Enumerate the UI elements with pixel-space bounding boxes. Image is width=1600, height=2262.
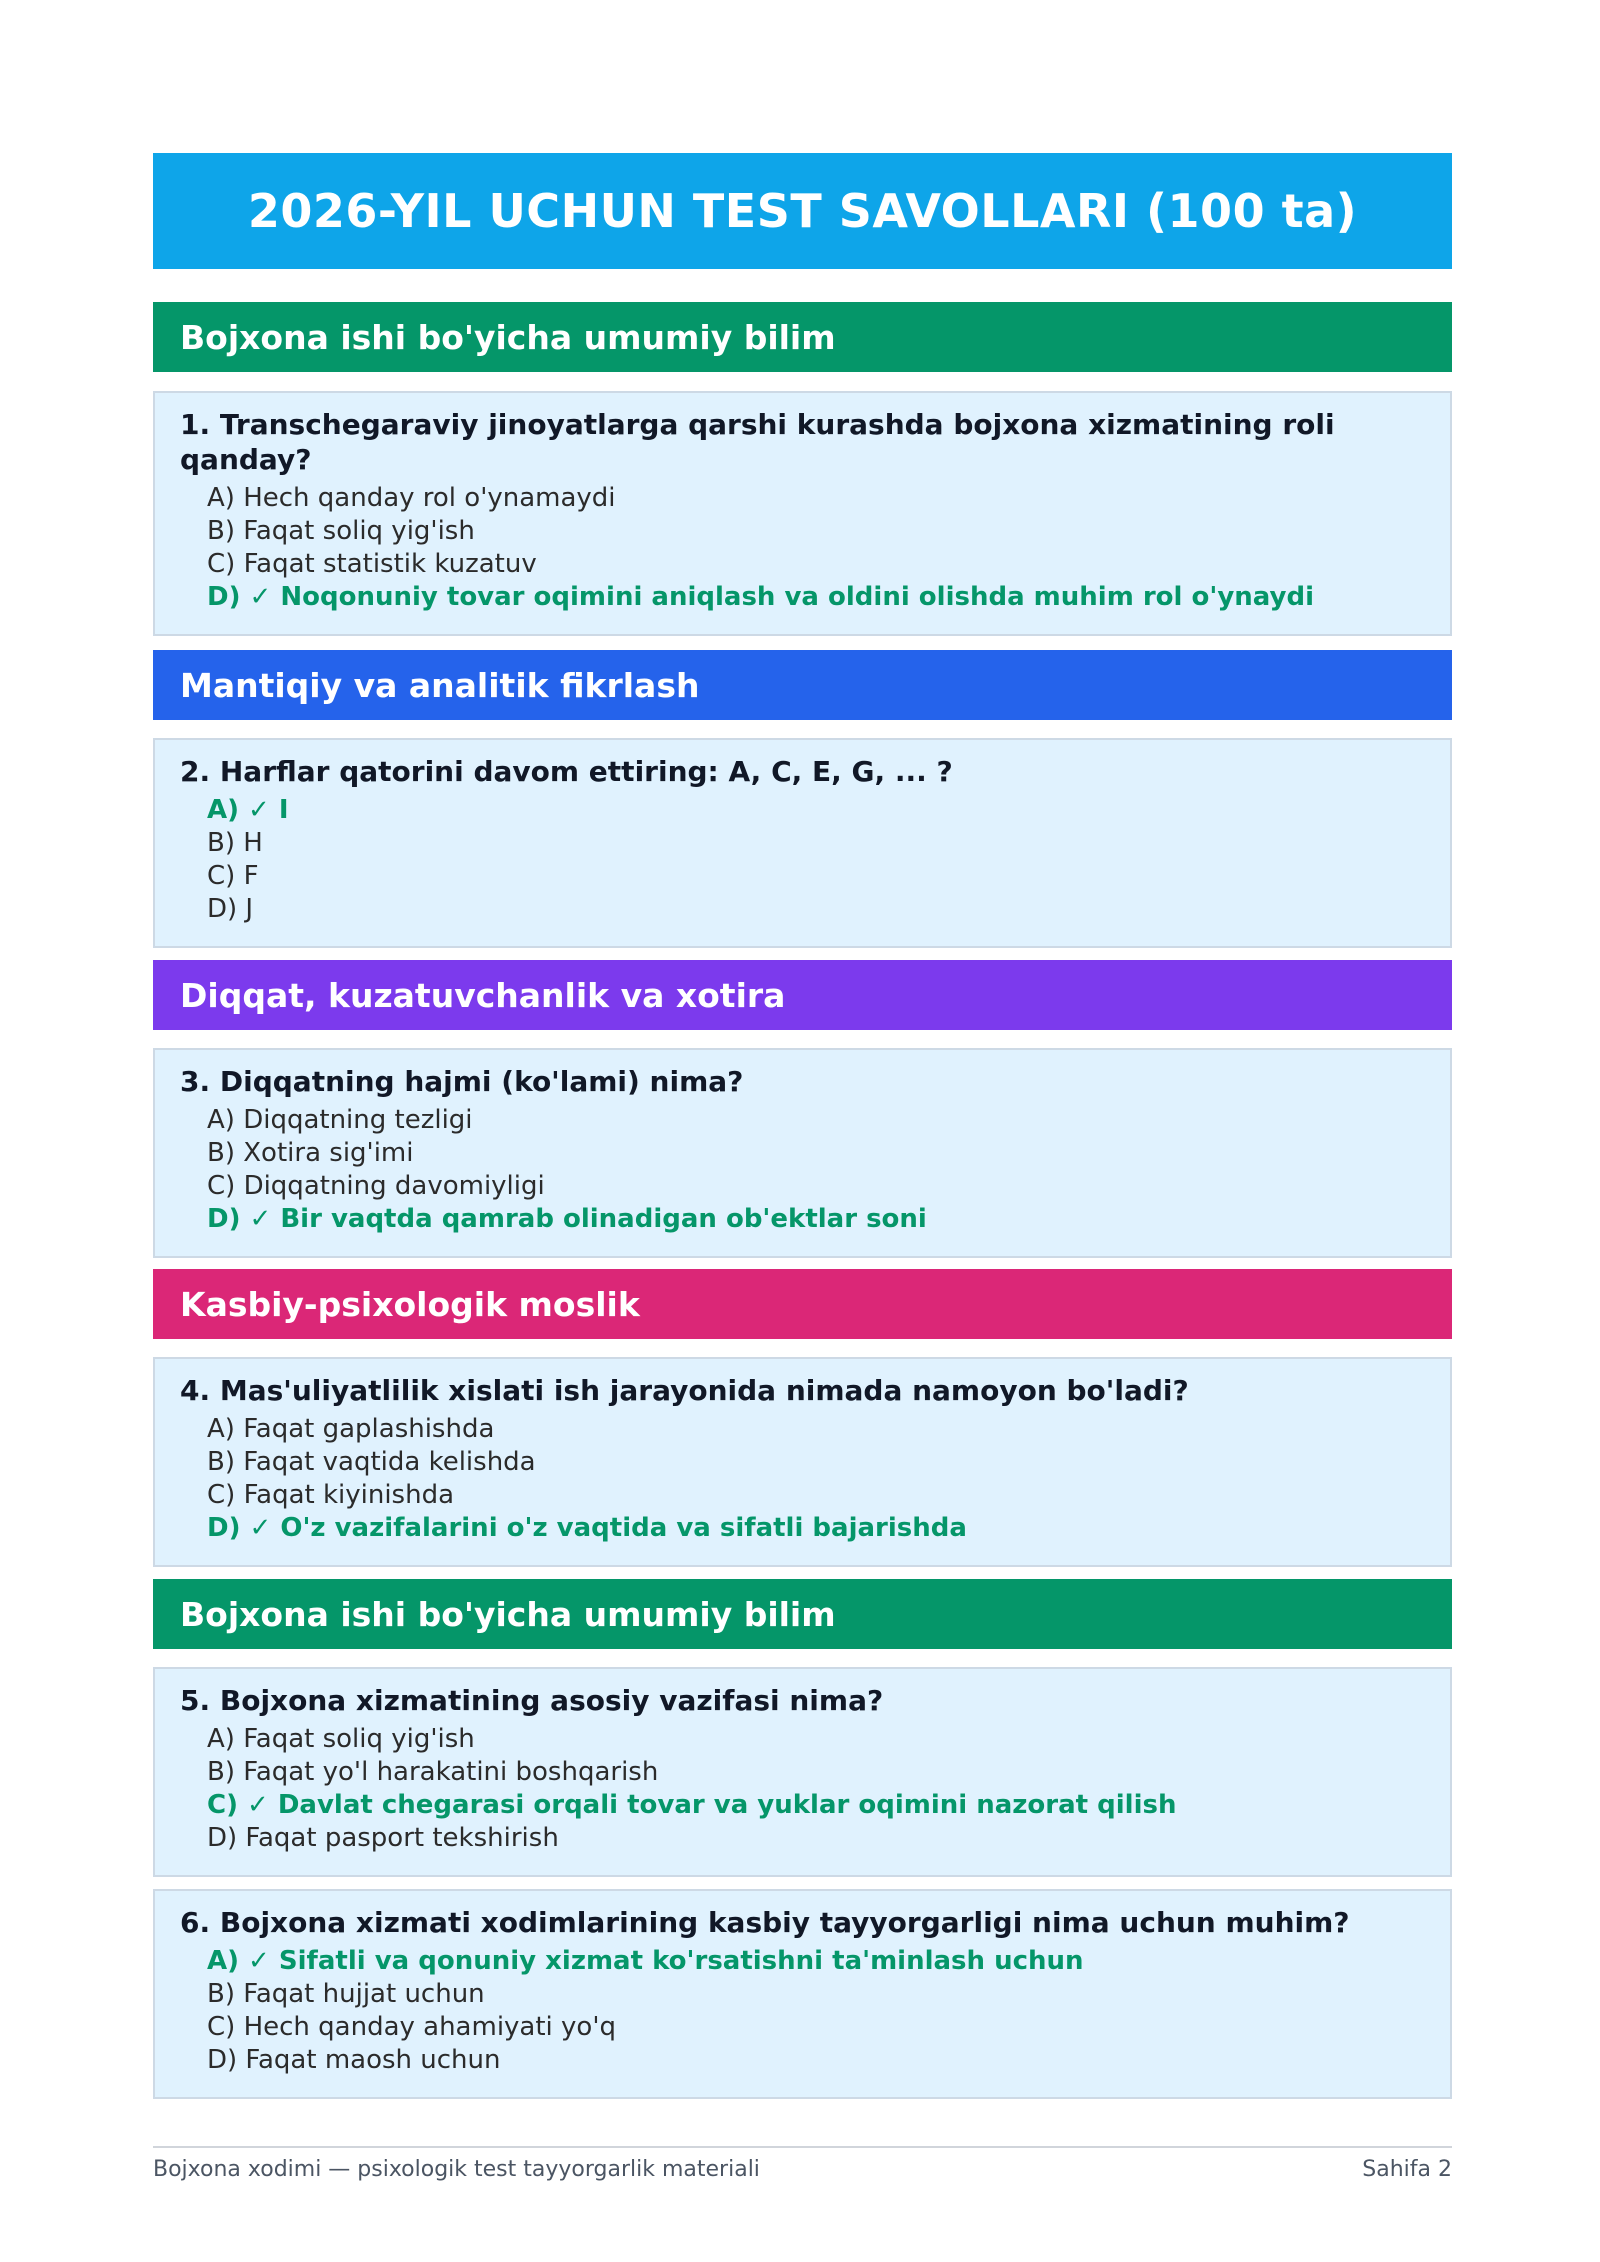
option-c: C) Faqat kiyinishda xyxy=(207,1480,455,1510)
section-header-customs-knowledge-2 xyxy=(153,1579,1452,1649)
question-text: 3. Diqqatning hajmi (ko'lami) nima? xyxy=(180,1065,744,1098)
option-b: B) Xotira sig'imi xyxy=(207,1138,414,1168)
option-b: B) H xyxy=(207,828,263,858)
option-d-correct: D) ✓ Bir vaqtda qamrab olinadigan ob'ektlar soni xyxy=(207,1204,927,1234)
question-text: 5. Bojxona xizmatining asosiy vazifasi nima? xyxy=(180,1684,884,1717)
question-text: 1. Transchegaraviy jinoyatlarga qarshi kurashda bojxona xizmatining roli qanday? xyxy=(180,408,1335,476)
section-title: Kasbiy-psixologik moslik xyxy=(180,1284,640,1324)
option-d: D) Faqat pasport tekshirish xyxy=(207,1823,559,1853)
question-text: 6. Bojxona xizmati xodimlarining kasbiy tayyorgarligi nima uchun muhim? xyxy=(180,1906,1350,1939)
option-d-correct: D) ✓ Noqonuniy tovar oqimini aniqlash va oldini olishda muhim rol o'ynaydi xyxy=(207,582,1314,612)
option-c: C) Hech qanday ahamiyati yo'q xyxy=(207,2012,616,2042)
question-card-6 xyxy=(153,1889,1452,2099)
option-a: A) Faqat gaplashishda xyxy=(207,1414,495,1444)
question-text: 2. Harflar qatorini davom ettiring: A, C, E, G, ... ? xyxy=(180,755,953,788)
section-header-professional-fit xyxy=(153,1269,1452,1339)
page-title: 2026-YIL UCHUN TEST SAVOLLARI (100 ta) xyxy=(247,184,1358,238)
section-header-customs-knowledge xyxy=(153,302,1452,372)
option-b: B) Faqat soliq yig'ish xyxy=(207,516,475,546)
option-a-correct: A) ✓ I xyxy=(207,795,289,825)
footer-document-title: Bojxona xodimi — psixologik test tayyorgarlik materiali xyxy=(153,2157,760,2182)
section-title: Diqqat, kuzatuvchanlik va xotira xyxy=(180,975,786,1015)
option-a: A) Faqat soliq yig'ish xyxy=(207,1724,475,1754)
question-card-4 xyxy=(153,1357,1452,1567)
option-c: C) Diqqatning davomiyligi xyxy=(207,1171,545,1201)
option-c: C) Faqat statistik kuzatuv xyxy=(207,549,537,579)
section-header-logic xyxy=(153,650,1452,720)
page-title-banner xyxy=(153,153,1452,269)
option-b: B) Faqat vaqtida kelishda xyxy=(207,1447,536,1477)
option-c-correct: C) ✓ Davlat chegarasi orqali tovar va yuklar oqimini nazorat qilish xyxy=(207,1790,1177,1820)
option-a: A) Hech qanday rol o'ynamaydi xyxy=(207,483,616,513)
question-card-5 xyxy=(153,1667,1452,1877)
option-d: D) Faqat maosh uchun xyxy=(207,2045,501,2075)
question-card-1 xyxy=(153,391,1452,636)
option-b: B) Faqat yo'l harakatini boshqarish xyxy=(207,1757,659,1787)
question-card-3 xyxy=(153,1048,1452,1258)
footer-divider xyxy=(153,2146,1452,2148)
option-a-correct: A) ✓ Sifatli va qonuniy xizmat ko'rsatishni ta'minlash uchun xyxy=(207,1946,1084,1976)
question-text: 4. Mas'uliyatlilik xislati ish jarayonida nimada namoyon bo'ladi? xyxy=(180,1374,1189,1407)
option-a: A) Diqqatning tezligi xyxy=(207,1105,473,1135)
section-header-attention xyxy=(153,960,1452,1030)
section-title: Bojxona ishi bo'yicha umumiy bilim xyxy=(180,317,836,357)
section-title: Bojxona ishi bo'yicha umumiy bilim xyxy=(180,1594,836,1634)
question-card-2 xyxy=(153,738,1452,948)
option-d: D) J xyxy=(207,894,254,924)
footer-page-number: Sahifa 2 xyxy=(1362,2157,1452,2182)
option-c: C) F xyxy=(207,861,259,891)
option-b: B) Faqat hujjat uchun xyxy=(207,1979,485,2009)
option-d-correct: D) ✓ O'z vazifalarini o'z vaqtida va sifatli bajarishda xyxy=(207,1513,967,1543)
section-title: Mantiqiy va analitik fikrlash xyxy=(180,665,700,705)
